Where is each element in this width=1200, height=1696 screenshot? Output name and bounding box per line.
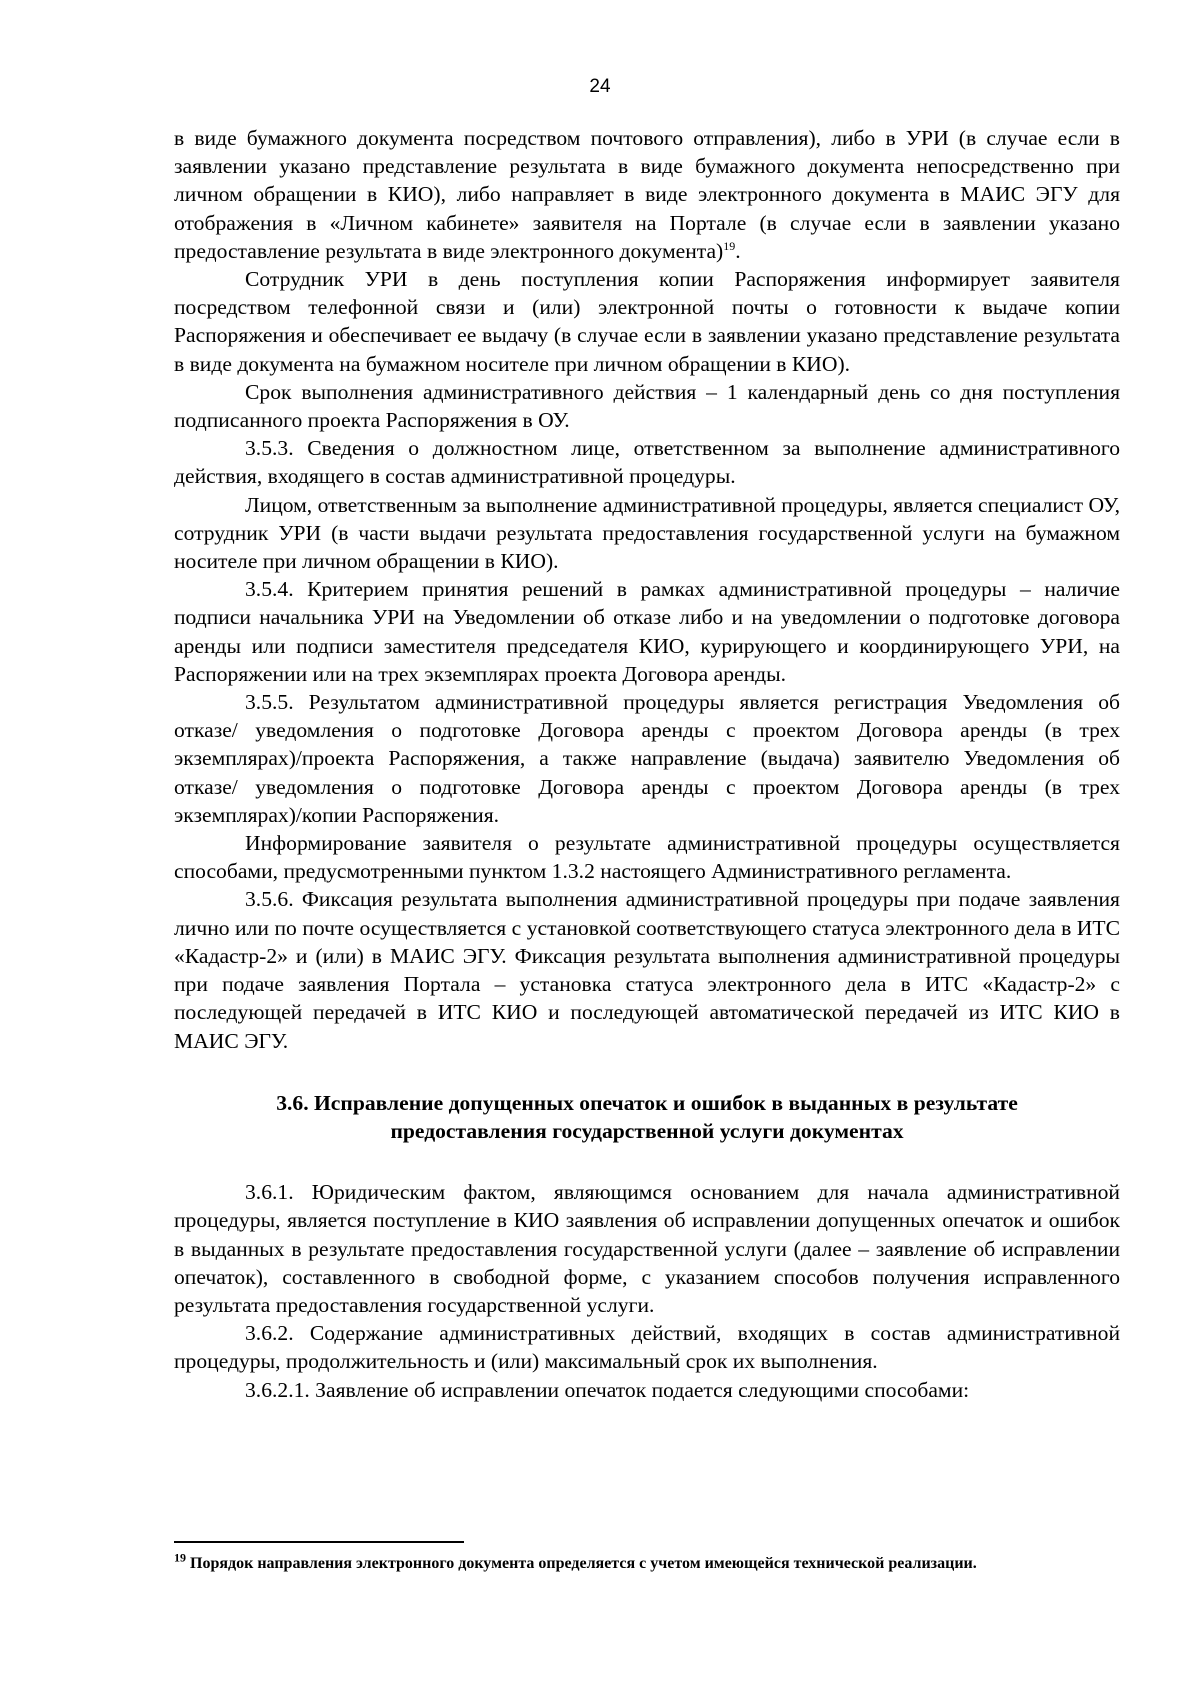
- paragraph-deadline: Срок выполнения административного действия – 1 календарный день со дня поступления подписанного проекта Распоряжения в ОУ.: [174, 379, 1120, 433]
- paragraph-responsible-person: Лицом, ответственным за выполнение административной процедуры, является специалист ОУ, сотрудник УРИ (в части выдачи результата предоставления государственной услуги на бумажном носителе при личном обращении в КИО).: [174, 492, 1120, 574]
- footnote-separator: [174, 1541, 464, 1543]
- paragraph-3-5-5: 3.5.5. Результатом административной процедуры является регистрация Уведомления об отказе/ уведомления о подготовке Договора аренды с проектом Договора аренды (в трех экземплярах)/проекта Распоряжения, а также направление (выдача) заявителю Уведомления об отказе/ уведомления о подготовке Договора аренды с проектом Договора аренды (в трех экземплярах)/копии Распоряжения.: [174, 690, 1120, 827]
- footnote-reference[interactable]: 19: [723, 238, 736, 253]
- paragraph-continuation: [174, 124, 1120, 265]
- paragraph-3-6-1: 3.6.1. Юридическим фактом, являющимся основанием для начала административной процедуры, является поступление в КИО заявления об исправлении допущенных опечаток и ошибок в выданных в результате предоставления государственной услуги (далее – заявление об исправлении опечаток), составленного в свободной форме, с указанием способов получения исправленного результата предоставления государственной услуги.: [174, 1180, 1120, 1317]
- section-heading-line-2: предоставления государственной услуги документах: [390, 1118, 904, 1143]
- section-heading-3-6: [174, 1089, 1120, 1145]
- footnote-marker: 19: [174, 1550, 186, 1565]
- footnote-text: Порядок направления электронного документа определяется с учетом имеющейся технической реализации.: [186, 1555, 977, 1572]
- paragraph-tail: .: [735, 238, 741, 263]
- paragraph-text: в виде бумажного документа посредством почтового отправления), либо в УРИ (в случае если в заявлении указано представление результата в виде бумажного документа непосредственно при личном обращении в КИО), либо направляет в виде электронного документа в МАИС ЭГУ для отображения в «Личном кабинете» заявителя на Портале (в случае если в заявлении указано предоставление результата в виде электронного документа): [174, 126, 1120, 263]
- paragraph-3-5-6: 3.5.6. Фиксация результата выполнения административной процедуры при подаче заявления лично или по почте осуществляется с установкой соответствующего статуса электронного дела в ИТС «Кадастр-2» и (или) в МАИС ЭГУ. Фиксация результата выполнения административной процедуры при подаче заявления Портала – установка статуса электронного дела в ИТС «Кадастр-2» с последующей передачей в ИТС КИО и последующей автоматической передачей из ИТС КИО в МАИС ЭГУ.: [174, 887, 1120, 1053]
- section-heading-line-1: 3.6. Исправление допущенных опечаток и ошибок в выданных в результате: [276, 1090, 1018, 1115]
- paragraph-3-5-3: 3.5.3. Сведения о должностном лице, ответственном за выполнение административного действия, входящего в состав административной процедуры.: [174, 436, 1120, 489]
- paragraph-informing: Информирование заявителя о результате административной процедуры осуществляется способами, предусмотренными пунктом 1.3.2 настоящего Административного регламента.: [174, 831, 1120, 884]
- paragraph-3-6-2: 3.6.2. Содержание административных действий, входящих в состав административной процедуры, продолжительность и (или) максимальный срок их выполнения.: [174, 1321, 1120, 1374]
- document-body: [174, 124, 1120, 1404]
- footnote: [174, 1550, 1120, 1575]
- paragraph-ur-notification: Сотрудник УРИ в день поступления копии Распоряжения информирует заявителя посредством телефонной связи и (или) электронной почты о готовности к выдаче копии Распоряжения и обеспечивает ее выдачу (в случае если в заявлении указано представление результата в виде документа на бумажном носителе при личном обращении в КИО).: [174, 267, 1120, 376]
- paragraph-3-5-4: 3.5.4. Критерием принятия решений в рамках административной процедуры – наличие подписи начальника УРИ на Уведомлении об отказе либо и на уведомлении о подготовке договора аренды или подписи заместителя председателя КИО, курирующего и координирующего УРИ, на Распоряжении или на трех экземплярах проекта Договора аренды.: [174, 577, 1120, 686]
- page-number: 24: [589, 76, 611, 97]
- paragraph-3-6-2-1: 3.6.2.1. Заявление об исправлении опечаток подается следующими способами:: [245, 1377, 970, 1402]
